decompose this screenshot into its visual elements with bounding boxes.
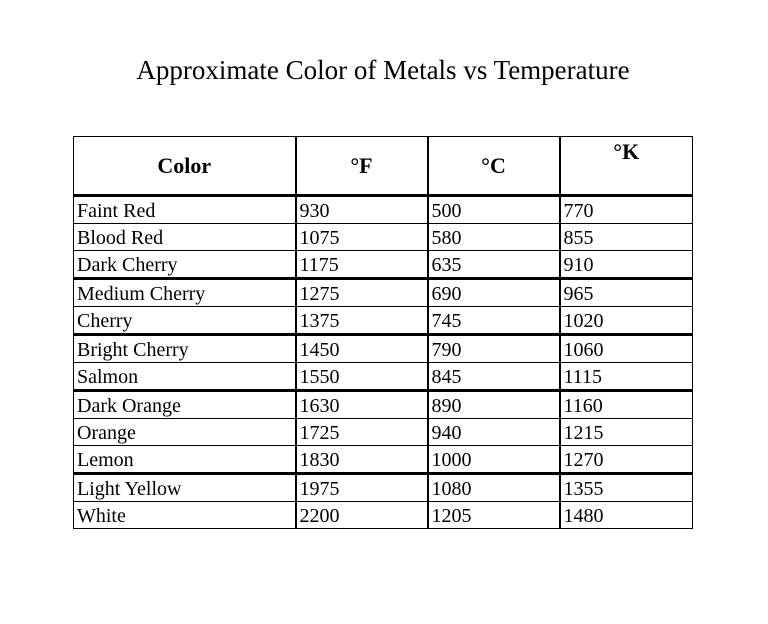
cell-kelvin: 1270 (560, 446, 693, 474)
table-row (74, 335, 693, 363)
cell-fahrenheit: 1725 (296, 419, 428, 446)
cell-celsius: 790 (428, 335, 560, 363)
table-row (74, 224, 693, 251)
cell-color: Light Yellow (74, 474, 296, 502)
cell-kelvin: 770 (560, 196, 693, 224)
cell-color: Bright Cherry (74, 335, 296, 363)
cell-celsius: 845 (428, 363, 560, 391)
cell-color: Medium Cherry (74, 279, 296, 307)
table-row (74, 419, 693, 446)
table-row (74, 307, 693, 335)
header-color: Color (74, 137, 296, 196)
cell-kelvin: 910 (560, 251, 693, 279)
cell-celsius: 1080 (428, 474, 560, 502)
cell-fahrenheit: 1550 (296, 363, 428, 391)
table-row (74, 251, 693, 279)
cell-fahrenheit: 930 (296, 196, 428, 224)
header-fahrenheit: °F (296, 137, 428, 196)
cell-kelvin: 1115 (560, 363, 693, 391)
temperature-color-table (73, 136, 693, 529)
cell-kelvin: 965 (560, 279, 693, 307)
cell-celsius: 635 (428, 251, 560, 279)
document-title: Approximate Color of Metals vs Temperature (136, 55, 630, 85)
cell-color: White (74, 502, 296, 529)
cell-fahrenheit: 1830 (296, 446, 428, 474)
cell-color: Cherry (74, 307, 296, 335)
table-row (74, 502, 693, 529)
cell-fahrenheit: 1975 (296, 474, 428, 502)
cell-kelvin: 1160 (560, 391, 693, 419)
cell-celsius: 745 (428, 307, 560, 335)
table-row (74, 363, 693, 391)
cell-celsius: 940 (428, 419, 560, 446)
table-row (74, 196, 693, 224)
table-row (74, 446, 693, 474)
cell-celsius: 500 (428, 196, 560, 224)
cell-kelvin: 1480 (560, 502, 693, 529)
cell-kelvin: 1060 (560, 335, 693, 363)
cell-fahrenheit: 1450 (296, 335, 428, 363)
cell-kelvin: 1020 (560, 307, 693, 335)
cell-celsius: 690 (428, 279, 560, 307)
cell-celsius: 1205 (428, 502, 560, 529)
cell-fahrenheit: 1175 (296, 251, 428, 279)
cell-color: Dark Cherry (74, 251, 296, 279)
header-celsius: °C (428, 137, 560, 196)
cell-celsius: 890 (428, 391, 560, 419)
cell-kelvin: 855 (560, 224, 693, 251)
cell-fahrenheit: 1375 (296, 307, 428, 335)
cell-color: Faint Red (74, 196, 296, 224)
cell-kelvin: 1355 (560, 474, 693, 502)
cell-fahrenheit: 1630 (296, 391, 428, 419)
cell-celsius: 1000 (428, 446, 560, 474)
cell-kelvin: 1215 (560, 419, 693, 446)
table-header-row (74, 137, 693, 196)
cell-celsius: 580 (428, 224, 560, 251)
cell-color: Salmon (74, 363, 296, 391)
cell-color: Orange (74, 419, 296, 446)
cell-fahrenheit: 1075 (296, 224, 428, 251)
table-row (74, 279, 693, 307)
cell-color: Dark Orange (74, 391, 296, 419)
cell-fahrenheit: 2200 (296, 502, 428, 529)
cell-color: Blood Red (74, 224, 296, 251)
cell-fahrenheit: 1275 (296, 279, 428, 307)
header-kelvin: °K (560, 137, 693, 196)
cell-color: Lemon (74, 446, 296, 474)
table-row (74, 391, 693, 419)
table-row (74, 474, 693, 502)
table-body (74, 196, 693, 529)
